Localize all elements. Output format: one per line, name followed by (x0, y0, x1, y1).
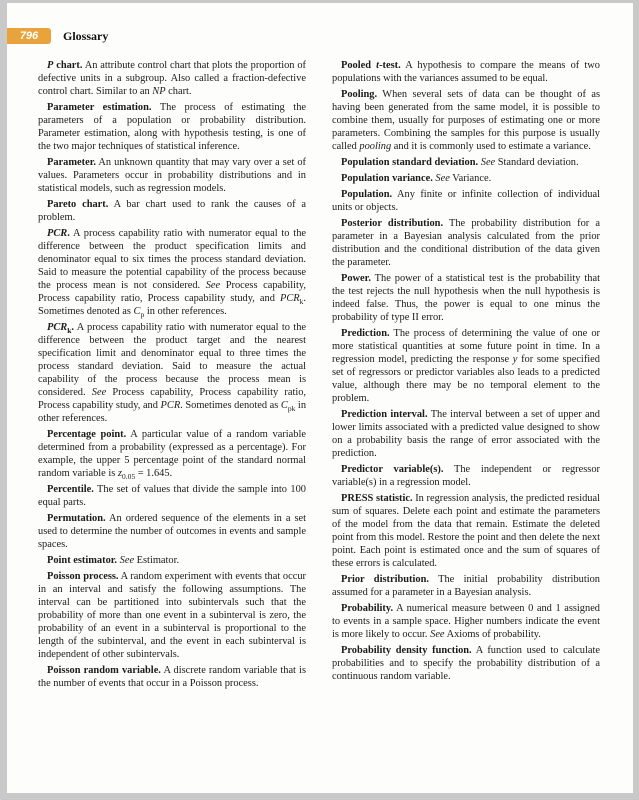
entry-definition: An ordered sequence of the elements in a set used to determine the number of outcomes in events and sample spaces. (38, 513, 306, 550)
entry-term: Population. (341, 189, 393, 200)
entry-term: Poisson random variable. (47, 665, 161, 676)
entry-term: Probability density function. (341, 645, 472, 656)
glossary-entry (38, 59, 306, 98)
glossary-entry (38, 512, 306, 551)
glossary-entry (332, 217, 600, 269)
entry-definition: See Estimator. (119, 555, 180, 566)
entry-definition: The process of determining the value of one or more statistical quantities at some future point in time. In a regression model, predicting the response y for some specified set of regressors or predictor variables also leads to a predicted value, although there may be no temporal element to the problem. (332, 328, 600, 404)
page-header (7, 28, 633, 46)
entry-term: Parameter. (47, 157, 96, 168)
entry-definition: The set of values that divide the sample into 100 equal parts. (38, 484, 306, 508)
glossary-entry (332, 327, 600, 405)
entry-definition: A discrete random variable that is the number of events that occur in a Poisson process. (38, 665, 306, 689)
entry-term: Prior distribution. (341, 574, 429, 585)
glossary-entry (332, 156, 600, 169)
entry-term: Population standard deviation. (341, 157, 479, 168)
entry-definition: The process of estimating the parameters of a population or probability distribution. Parameter estimation, along with hypothesis testing, is one of the two major techniques of statistical inference. (38, 102, 306, 152)
entry-definition: An attribute control chart that plots the proportion of defective units in a subgroup. Also called a fraction-defective control chart. Similar to an NP chart. (38, 60, 307, 97)
glossary-entry (38, 156, 306, 195)
entry-term: Pooled t-test. (341, 60, 401, 71)
glossary-columns (7, 46, 633, 693)
glossary-entry (38, 101, 306, 153)
entry-term: Prediction. (341, 328, 390, 339)
entry-definition: The probability distribution for a parameter in a Bayesian analysis calculated from the prior distribution and the conditional distribution of the data given the parameter. (332, 218, 600, 268)
entry-term: PCR. (47, 228, 70, 239)
entry-definition: An unknown quantity that may vary over a set of values. Parameters occur in probability distributions and in statistical models, such as regression models. (38, 157, 306, 194)
entry-term: P chart. (47, 60, 83, 71)
entry-definition: See Standard deviation. (480, 157, 579, 168)
entry-definition: A process capability ratio with numerator equal to the difference between the product specification limits and denominator equal to six times the process standard deviation. Said to measure the potential capability of the process because the process mean is not considered. See Process capability, Process capability ratio, Process capability study, and $PCR_k$. Sometimes denoted as $C_p$ in other references. (38, 228, 306, 320)
entry-definition: The initial probability distribution assumed for a parameter in a Bayesian analysis. (332, 574, 600, 598)
glossary-entry (38, 227, 306, 318)
entry-term: $PCR_k$. (47, 322, 74, 336)
entry-definition: The independent or regressor variable(s) in a regression model. (332, 464, 600, 488)
entry-definition: The interval between a set of upper and lower limits associated with a predicted value designed to show on a probability basis the range of error associated with the prediction. (332, 409, 600, 459)
page-number-badge (7, 28, 51, 44)
left-column (38, 59, 306, 693)
glossary-entry (38, 198, 306, 224)
glossary-entry (332, 573, 600, 599)
entry-term: Pooling. (341, 89, 378, 100)
entry-term: Probability. (341, 603, 394, 614)
entry-term: Percentile. (47, 484, 94, 495)
glossary-entry (332, 172, 600, 185)
entry-definition: A process capability ratio with numerator equal to the difference between the product target and the nearest specification limit and denominator equal to three times the process standard deviation. Said to measure the actual capability of the process because the process mean is considered. See Process capability, Process capability ratio, Process capability study, and PCR. Sometimes denoted as $C_{pk}$ in other references. (38, 322, 307, 424)
entry-definition: A hypothesis to compare the means of two populations with the variances assumed to be equal. (332, 60, 600, 84)
entry-term: Percentage point. (47, 429, 127, 440)
entry-term: Parameter estimation. (47, 102, 152, 113)
entry-term: Power. (341, 273, 371, 284)
glossary-entry (38, 570, 306, 661)
entry-term: Point estimator. (47, 555, 118, 566)
section-title: Glossary (63, 29, 109, 43)
glossary-entry (38, 554, 306, 567)
glossary-entry (38, 664, 306, 690)
entry-term: Poisson process. (47, 571, 119, 582)
glossary-entry (332, 272, 600, 324)
glossary-page (7, 3, 633, 793)
entry-definition: When several sets of data can be thought of as having been generated from the same model, it is possible to combine them, usually for purposes of estimating one or more parameters. Combining the samples for this purpose is usually called pooling and it is commonly used to estimate a variance. (332, 89, 600, 152)
glossary-entry (332, 59, 600, 85)
entry-term: Pareto chart. (47, 199, 109, 210)
right-column (332, 59, 600, 693)
entry-term: Prediction interval. (341, 409, 428, 420)
entry-definition: A bar chart used to rank the causes of a problem. (38, 199, 306, 223)
entry-term: Posterior distribution. (341, 218, 444, 229)
entry-definition: A numerical measure between 0 and 1 assigned to events in a sample space. Higher numbers indicate the event is more likely to occur. See Axioms of probability. (332, 603, 600, 640)
glossary-entry (332, 644, 600, 683)
entry-definition: A function used to calculate probabilities and to specify the probability distribution of a continuous random variable. (332, 645, 600, 682)
page-number: 796 (19, 30, 39, 42)
glossary-entry (332, 88, 600, 153)
glossary-entry (332, 408, 600, 460)
glossary-entry (38, 483, 306, 509)
glossary-entry (332, 188, 600, 214)
glossary-entry (332, 463, 600, 489)
entry-term: Predictor variable(s). (341, 464, 444, 475)
entry-term: PRESS statistic. (341, 493, 413, 504)
entry-definition: A particular value of a random variable determined from a probability (expressed as a percentage). For example, the upper 5 percentage point of the standard normal random variable is $z_{0.05} = 1.645$. (38, 429, 306, 482)
entry-definition: A random experiment with events that occur in an interval and satisfy the following assumptions. The interval can be partitioned into subintervals such that the probability of more than one event in a subinterval is zero, the probability of an event in a subinterval is proportional to the length of the subinterval, and the event in each subinterval is independent of other subintervals. (38, 571, 306, 660)
entry-term: Permutation. (47, 513, 106, 524)
entry-definition: In regression analysis, the predicted residual sum of squares. Delete each point and estimate the parameters of the model from the data that remain. Estimate the deleted point from this model. Restore the point and then delete the next point. Each point is estimated once and the sum of squares of these errors is calculated. (332, 493, 600, 569)
entry-definition: The power of a statistical test is the probability that the test rejects the null hypothesis when the null hypothesis is indeed false. Thus, the power is equal to one minus the probability of type II error. (332, 273, 600, 323)
glossary-entry (332, 492, 600, 570)
glossary-entry (38, 321, 306, 425)
glossary-entry (332, 602, 600, 641)
entry-definition: Any finite or infinite collection of individual units or objects. (332, 189, 600, 213)
glossary-entry (38, 428, 306, 480)
entry-term: Population variance. (341, 173, 433, 184)
entry-definition: See Variance. (435, 173, 492, 184)
